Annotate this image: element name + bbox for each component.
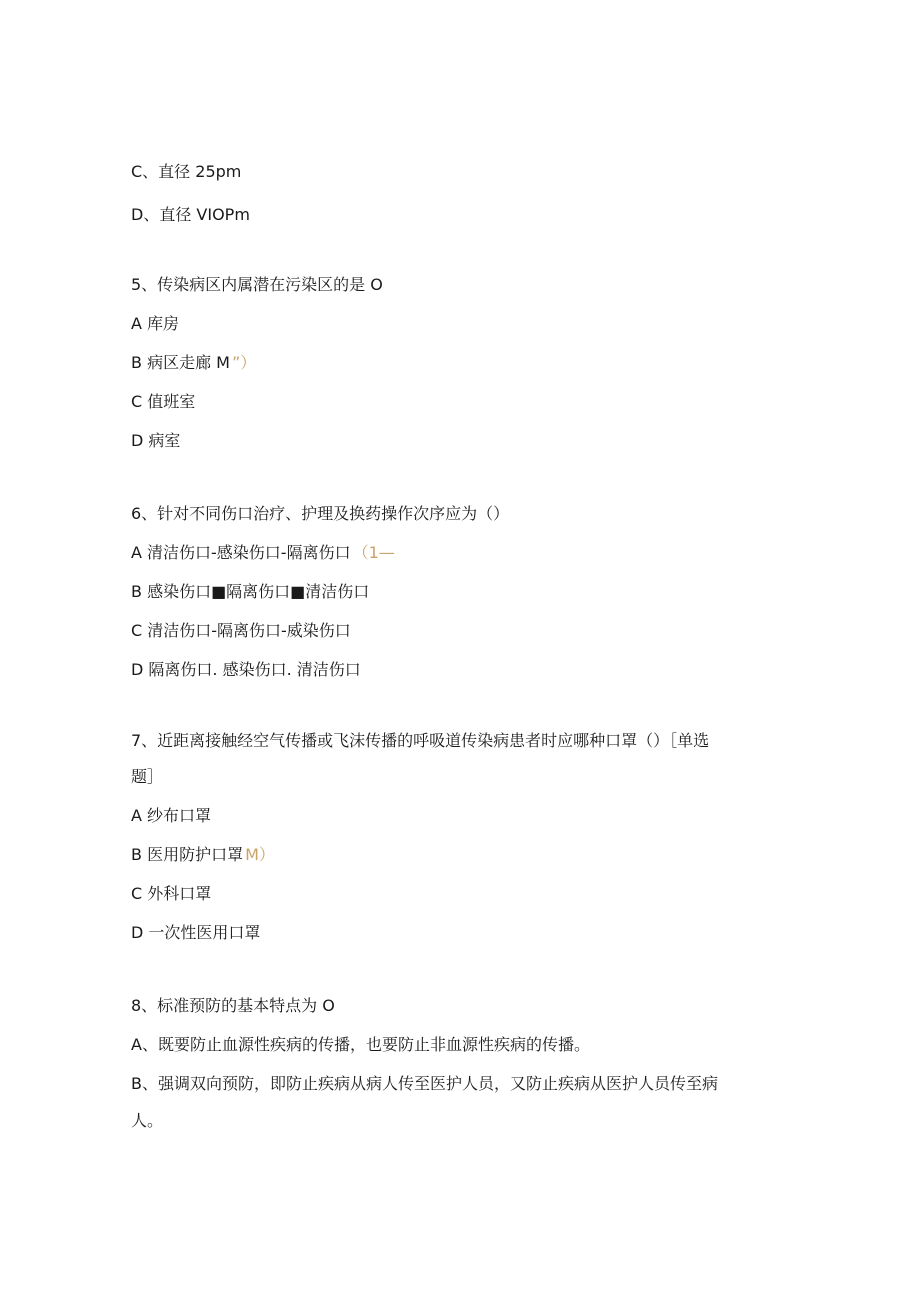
option-q5-b [131, 352, 256, 374]
option-q7-c: C 外科口罩 [131, 884, 212, 903]
option-q6-d: D 隔离伤口. 感染伤口. 清洁伤口 [131, 660, 361, 679]
question-7-line-2: 题］ [131, 767, 164, 786]
option-q5-a: A 库房 [131, 314, 180, 333]
option-q6-c: C 清洁伤口-隔离伤口-威染伤口 [131, 621, 351, 640]
option-q6-a-text: A 清洁伤口-感染伤口-隔离伤口 [131, 543, 351, 562]
option-q4-c: C、直径 25pm [131, 162, 242, 181]
answer-mark-q5: ”） [231, 353, 257, 372]
question-8: 8、标准预防的基本特点为 O [131, 996, 335, 1015]
option-q6-a [131, 542, 395, 564]
question-6: 6、针对不同伤口治疗、护理及换药操作次序应为（） [131, 504, 510, 523]
question-5: 5、传染病区内属潜在污染区的是 O [131, 275, 383, 294]
option-q6-b: B 感染伤口■隔离伤口■清洁伤口 [131, 582, 370, 601]
question-7-line-1: 7、近距离接触经空气传播或飞沫传播的呼吸道传染病患者时应哪种口罩（）［单选 [131, 731, 710, 750]
option-q8-a: A、既要防止血源性疾病的传播，也要防止非血源性疾病的传播。 [131, 1035, 590, 1054]
option-q8-b-line-2: 人。 [131, 1111, 164, 1130]
option-q7-b [131, 844, 275, 866]
answer-mark-q6: （1— [352, 543, 395, 562]
answer-mark-q7: M） [245, 845, 275, 864]
option-q5-d: D 病室 [131, 431, 181, 450]
option-q8-b-line-1: B、强调双向预防，即防止疾病从病人传至医护人员，又防止疾病从医护人员传至病 [131, 1074, 718, 1093]
option-q7-a: A 纱布口罩 [131, 806, 212, 825]
option-q7-b-text: B 医用防护口罩 [131, 845, 244, 864]
option-q5-b-text: B 病区走廊 M [131, 353, 230, 372]
option-q7-d: D 一次性医用口罩 [131, 923, 261, 942]
option-q4-d: D、直径 VIOPm [131, 205, 250, 224]
option-q5-c: C 值班室 [131, 392, 196, 411]
